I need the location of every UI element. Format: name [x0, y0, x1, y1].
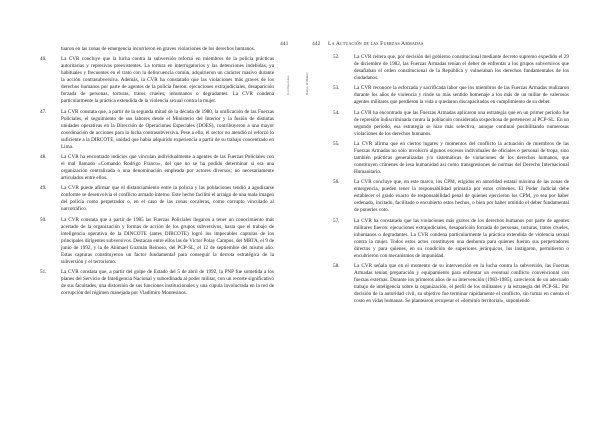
paragraph-56: [333, 179, 569, 214]
paragraph-text: La CVR constata que a partir de 1985 las Fuerzas Policiales llegaron a tener un conocimiento más acertado de la organización y formas de acción de los grupos subversivos, hasta que el trabajo de inteligencia operativa de la DINCOTE (antes DIRCOTE) logró los impecables capturas de los principales dirigentes subversivos. Destacan entre ellos las de Víctor Polay Campos, del MRTA, el 9 de junio de 1992, y la de Abimael Guzmán Reinoso, del PCP-SL, el 12 de septiembre del mismo año. Estas capturas constituyeron un factor fundamental para conseguir la derrota estratégica de la subversión y el terrorismo.: [61, 216, 274, 265]
paragraph-number: 49.: [40, 185, 47, 192]
paragraph-48: [40, 154, 274, 182]
page-number-right: 442: [312, 41, 321, 47]
paragraph-number: 57.: [333, 217, 340, 224]
paragraph-51: [40, 269, 274, 297]
paragraph-number: 50.: [40, 216, 47, 223]
left-text-column: [40, 46, 274, 300]
paragraph-number: 53.: [333, 85, 340, 92]
paragraph-text: La CVR señala que en el momento de su intervención en la lucha contra la subversión, las Fuerzas Armadas tenían preparación y equipamiento para enfrentar un eventual conflicto convencional con fuerzas externas. Durante los primeros años de su intervención (1983-1985), carecieron de un adecuado trabajo de inteligencia sobre la organización, el perfil de los militantes y la estrategia del PCP-SL. Por decisión de la autoridad civil, su objetivo fue terminar rápidamente el conflicto, sin tomar en cuenta el costo en vidas humanas. Se plantearon recuperar el «dominio territorial», suponiendo: [354, 262, 569, 305]
paragraph-text: La CVR constata que, a partir del golpe de Estado del 5 de abril de 1992, la PNP fue sometida a los planes del Servicio de Inteligencia Nacional y subordinada al poder militar, con un recorte significativo de sus facultades, una distorsión de sus funciones institucionales y una cúpula involucrada en la red de corrupción del régimen manejada por Vladimiro Montesinos.: [61, 269, 274, 297]
paragraph-number: 58.: [333, 262, 340, 269]
paragraph-number: 51.: [40, 269, 47, 276]
paragraph-47: [40, 109, 274, 151]
right-text-column: [333, 54, 569, 308]
paragraph-number: 52.: [333, 54, 340, 60]
paragraph-53: [333, 85, 569, 106]
paragraph-52: [333, 54, 569, 82]
side-label-right: Hatun Willakuy: [305, 71, 309, 95]
paragraph-text: La CVR reitera que, por decisión del gobierno constitucional mediante decreto supremo expedido el 29 de diciembre de 1982, las Fuerzas Armadas tenían el deber de enfrentar a los grupos subversivos que desafiaban el orden constitucional de la República y vulneraban los derechos fundamentales de los ciudadanos.: [354, 54, 569, 82]
paragraph-55: [333, 141, 569, 176]
paragraph-text: La CVR constata que, a partir de la segunda mitad de la década de 1980, la unificación de las Fuerzas Policiales, el seguimiento de sus labores desde el Ministerio del Interior y la fusión de distintas unidades operativas en la Dirección de Operaciones Especiales (DOES), contribuyeron a una mayor coordinación de acciones para la lucha contrasubversiva. Pese a ello, el sector no atendió ni reforzó lo suficiente a la DIRCOTE, unidad que había adquirido experiencia a partir de su trabajo concentrado en Lima.: [61, 108, 274, 150]
running-head: La Actuación de las Fuerzas Armadas: [328, 41, 424, 47]
right-page: [300, 0, 600, 431]
paragraph-49: [40, 185, 274, 213]
continued-paragraph: tuaron en las zonas de emergencia incurrieron en graves violaciones de los derechos humanos.: [61, 46, 256, 52]
paragraph-54: [333, 110, 569, 138]
paragraph-50: [40, 217, 274, 266]
paragraph-number: 56.: [333, 179, 340, 186]
paragraph-text: La CVR puede afirmar que el distanciamiento entre la policía y las poblaciones tendió a agudizarse conforme se desenvolvía el conflicto armado interno. Este hecho facilitó el arraigo de una mala imagen del policía como perpetrador o, en el caso de las zonas cocaleras, como corrupto vinculado al narcotráfico.: [61, 185, 274, 213]
paragraph-text: La CVR ha encontrado indicios que vinculan individualmente a agentes de las Fuerzas Policiales con el mal llamado «Comando Rodrigo Franco», del que no se ha podido determinar si era una organización centralizada o una denominación empleada por actores diversos; no necesariamente articulados entre ellos.: [61, 154, 274, 182]
paragraph-58: [333, 263, 569, 305]
paragraph-text: La CVR ha constatado que las violaciones más graves de los derechos humanos por parte de agentes militares fueron: ejecuciones extrajudiciales, desaparición forzada de personas, torturas, tratos crueles, inhumanos o degradantes. La CVR condena particularmente la práctica extendida de violencia sexual contra la mujer. Todos estos actos constituyen una deshonra para quienes fueron sus perpetradores directos y para quienes, en su condición de superiores jerárquicos, los instigaron, permitieron o encubrieron con mecanismos de impunidad.: [354, 217, 569, 259]
side-label-left: Conclusiones: [286, 75, 290, 95]
paragraph-number: 54.: [333, 109, 340, 116]
paragraph-number: 55.: [333, 140, 340, 147]
page-number-left: 441: [280, 41, 289, 47]
paragraph-text: La CVR reconoce la esforzada y sacrificada labor que los miembros de las Fuerzas Armadas realizaron durante los años de violencia y rinde su más sentido homenaje a los más de un millar de valerosos agentes militares que perdieron la vida o quedaron discapacitados en cumplimiento de su deber.: [354, 85, 569, 106]
paragraph-46: [40, 56, 274, 105]
paragraph-number: 47.: [40, 108, 47, 115]
paragraph-number: 48.: [40, 154, 47, 160]
paragraph-text: La CVR afirma que en ciertos lugares y momentos del conflicto la actuación de miembros de las Fuerzas Armadas no sólo involucró algunos excesos individuales de oficiales o personal de tropa, sino también prácticas generalizadas y/o sistemáticas de violaciones de los derechos humanos, que constituyen crímenes de lesa humanidad así como transgresiones de normas del Derecho Internacional Humanitario.: [354, 140, 569, 176]
paragraph-number: 46.: [40, 56, 47, 63]
paragraph-57: [333, 218, 569, 260]
paragraph-text: La CVR concluye que la lucha contra la subversión reforzó en miembros de la policía prácticas autoritarias y represivas preexistentes. La tortura en interrogatorios y las detenciones indebidas, ya habituales y frecuentes en el trato con la delincuencia común, adquirieron un carácter masivo durante la acción contrasubversiva. Además, la CVR ha constatado que las violaciones más graves de los derechos humanos por parte de agentes de la policía fueron: ejecuciones extrajudiciales, desaparición forzada de personas, torturas, tratos crueles, inhumanos o degradantes. La CVR condena particularmente la práctica extendida de la violencia sexual contra la mujer.: [61, 56, 274, 105]
paragraph-text: La CVR ha encontrado que las Fuerzas Armadas aplicaron una estrategia que en un primer período fue de represión indiscriminada contra la población considerada sospechosa de pertenecer al PCP-SL. En un segundo período, esa estrategia se hizo más selectiva, aunque continuó posibilitando numerosas violaciones de los derechos humanos.: [354, 109, 569, 137]
paragraph-text: La CVR concluye que, en este marco, los CPM, erigidos en autoridad estatal máxima de las zonas de emergencia, pueden tener la responsabilidad primaria por estos crímenes. El Poder Judicial debe establecer el grado exacto de responsabilidad penal de quienes ejercieron los CPM, yo sea por haber ordenado, incitado, facilitado o encubierto estos hechos, o bien por haber omitido el deber fundamental de ponerles coto.: [354, 179, 569, 214]
